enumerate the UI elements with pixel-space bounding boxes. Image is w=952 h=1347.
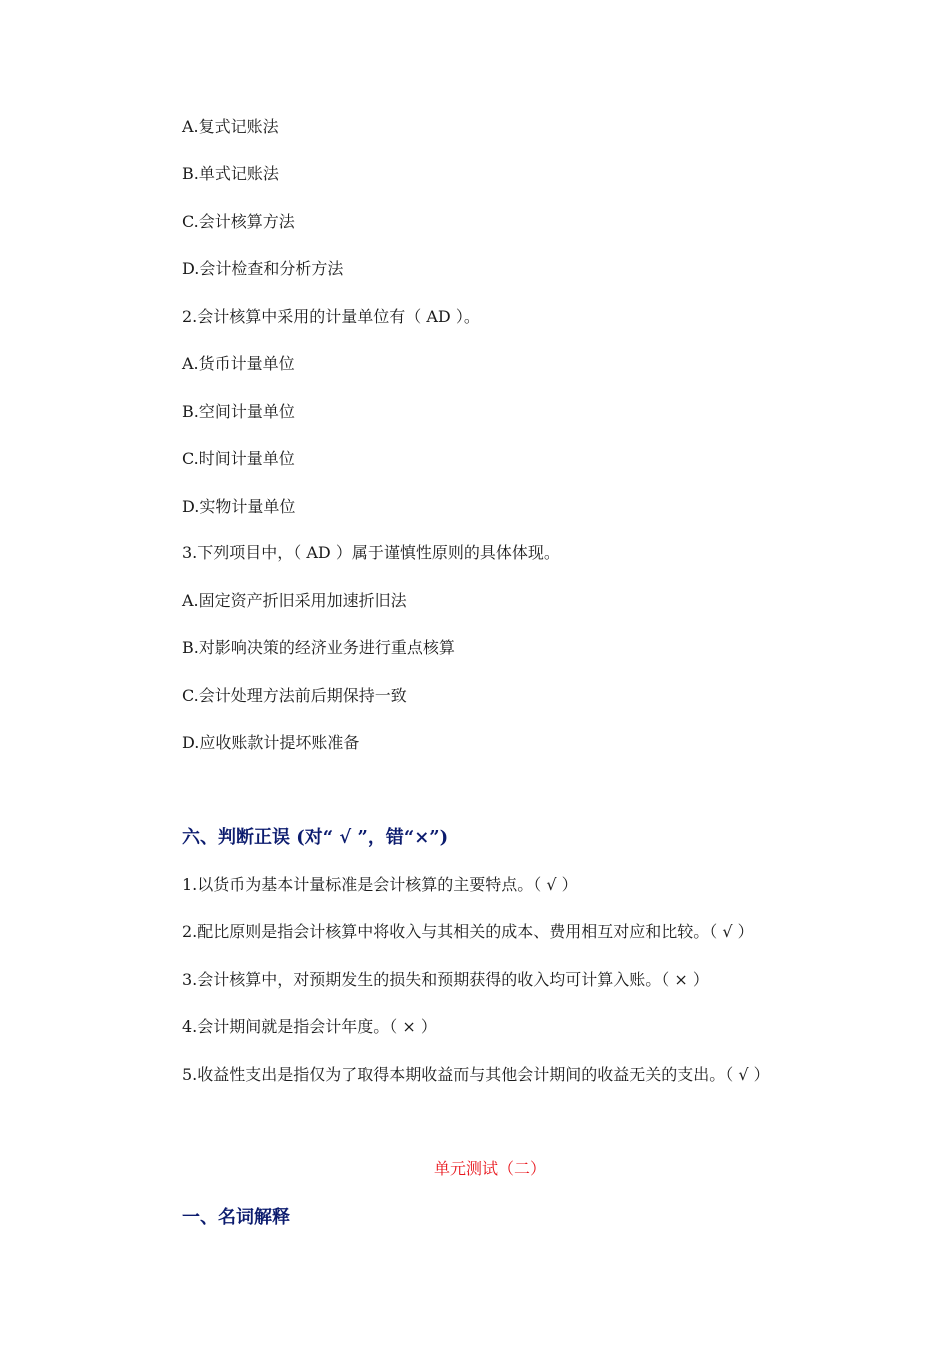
question-3: 3.下列项目中，（ AD ）属于谨慎性原则的具体体现。 bbox=[182, 543, 560, 562]
option-a-double-entry: A.复式记账法 bbox=[182, 117, 279, 136]
option-c-consistency: C.会计处理方法前后期保持一致 bbox=[182, 686, 407, 705]
question-2: 2.会计核算中采用的计量单位有（ AD ）。 bbox=[182, 307, 480, 326]
option-a-currency-unit: A.货币计量单位 bbox=[182, 354, 295, 373]
section-6-heading: 六、判断正误 (对“ √ ”，错“×”) bbox=[182, 827, 449, 848]
judgment-item-4: 4.会计期间就是指会计年度。（ × ） bbox=[182, 1017, 437, 1036]
judgment-item-5: 5.收益性支出是指仅为了取得本期收益而与其他会计期间的收益无关的支出。（ √ ） bbox=[182, 1065, 770, 1084]
option-b-space-unit: B.空间计量单位 bbox=[182, 402, 295, 421]
option-b-key-accounting: B.对影响决策的经济业务进行重点核算 bbox=[182, 638, 455, 657]
option-c-accounting-method: C.会计核算方法 bbox=[182, 212, 295, 231]
section-1-heading: 一、名词解释 bbox=[182, 1207, 290, 1228]
option-b-single-entry: B.单式记账法 bbox=[182, 164, 279, 183]
option-a-accelerated-depreciation: A.固定资产折旧采用加速折旧法 bbox=[182, 591, 407, 610]
option-d-bad-debt-provision: D.应收账款计提坏账准备 bbox=[182, 733, 360, 752]
option-c-time-unit: C.时间计量单位 bbox=[182, 449, 295, 468]
unit-test-title: 单元测试（二） bbox=[433, 1159, 546, 1178]
option-d-physical-unit: D.实物计量单位 bbox=[182, 497, 296, 516]
judgment-item-1: 1.以货币为基本计量标准是会计核算的主要特点。（ √ ） bbox=[182, 875, 578, 894]
option-d-inspection-analysis: D.会计检查和分析方法 bbox=[182, 259, 344, 278]
judgment-item-3: 3.会计核算中，对预期发生的损失和预期获得的收入均可计算入账。（ × ） bbox=[182, 970, 709, 989]
judgment-item-2: 2.配比原则是指会计核算中将收入与其相关的成本、费用相互对应和比较。（ √ ） bbox=[182, 922, 754, 941]
